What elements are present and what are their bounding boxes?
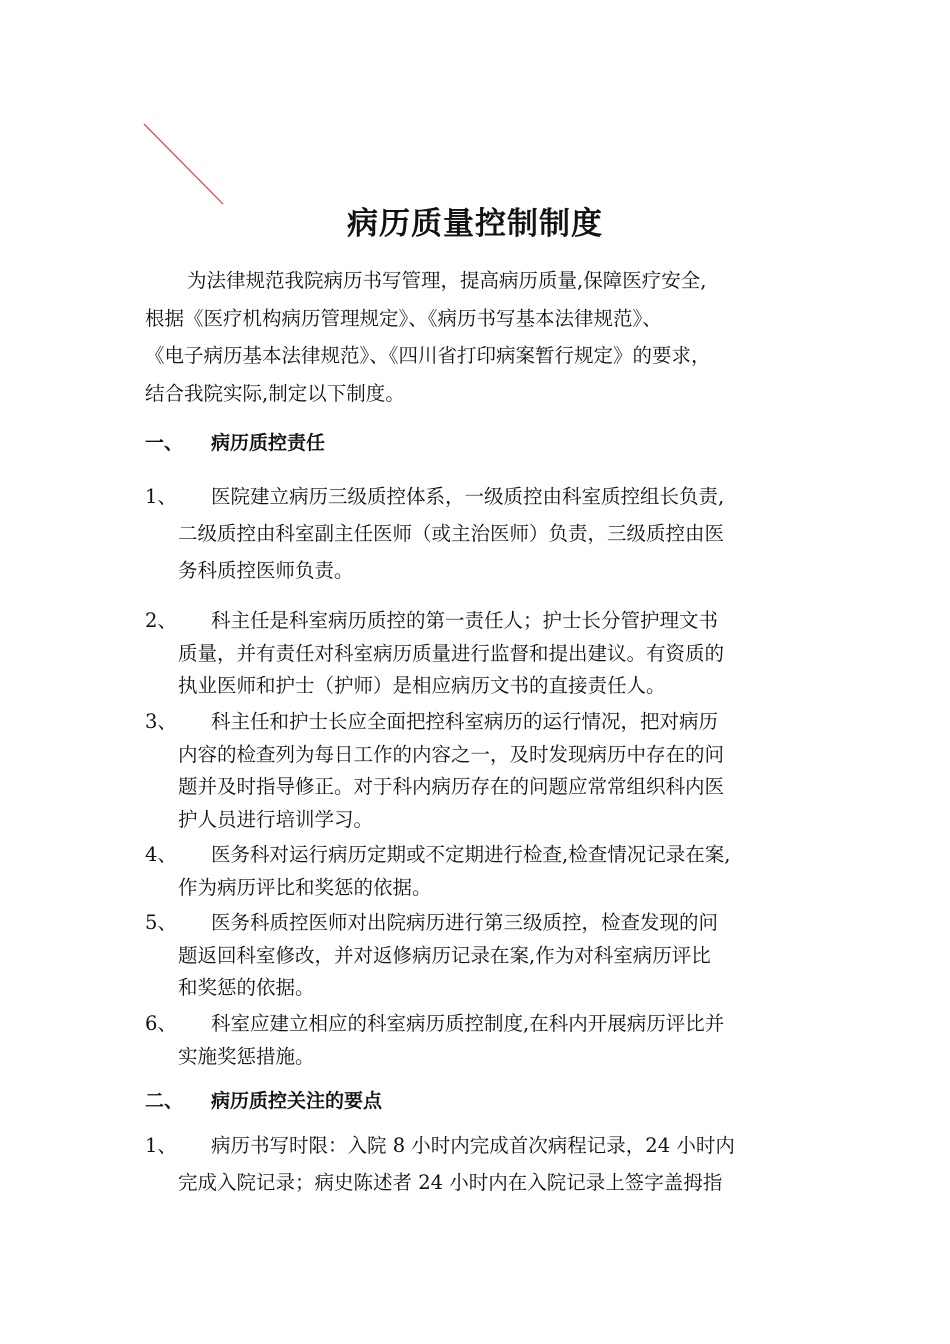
item-line: 完成入院记录；病史陈述者 24 小时内在入院记录上签字盖拇指 <box>178 1171 723 1194</box>
list-item <box>145 478 813 589</box>
list-item <box>145 706 813 836</box>
item-line: 务科质控医师负责。 <box>178 559 354 582</box>
item-line: 题返回科室修改，并对返修病历记录在案,作为对科室病历评比 <box>178 943 711 967</box>
intro-line: 《电子病历基本法律规范》、《四川省打印病案暂行规定》的要求， <box>145 344 711 367</box>
item-line: 护人员进行培训学习。 <box>178 807 374 831</box>
list-item <box>145 907 813 1005</box>
item-line: 医院建立病历三级质控体系，一级质控由科室质控组长负责, <box>211 485 725 508</box>
section-heading-responsibility <box>145 428 325 455</box>
item-number: 5、 <box>145 911 177 934</box>
section-title: 病历质控责任 <box>211 432 326 454</box>
section-title: 病历质控关注的要点 <box>211 1090 383 1112</box>
intro-line: 结合我院实际,制定以下制度。 <box>145 381 405 405</box>
item-number: 6、 <box>145 1012 177 1035</box>
list-item <box>145 1008 813 1073</box>
item-line: 医务科质控医师对出院病历进行第三级质控，检查发现的问 <box>211 911 719 934</box>
item-line: 科室应建立相应的科室病历质控制度,在科内开展病历评比并 <box>211 1012 725 1035</box>
item-line: 实施奖惩措施。 <box>178 1044 315 1068</box>
section-number: 一、 <box>145 432 184 454</box>
item-line: 科主任是科室病历质控的第一责任人；护士长分管护理文书 <box>211 609 719 632</box>
item-line: 执业医师和护士（护师）是相应病历文书的直接责任人。 <box>178 674 666 697</box>
item-line: 科主任和护士长应全面把控科室病历的运行情况，把对病历 <box>211 710 719 733</box>
intro-line: 根据《医疗机构病历管理规定》、《病历书写基本法律规范》、 <box>145 306 662 330</box>
list-item <box>145 605 813 703</box>
intro-paragraph <box>145 262 813 412</box>
section-number: 二、 <box>145 1090 184 1112</box>
item-number: 4、 <box>145 843 177 866</box>
item-line: 质量，并有责任对科室病历质量进行监督和提出建议。有资质的 <box>178 641 725 665</box>
item-line: 内容的检查列为每日工作的内容之一，及时发现病历中存在的问 <box>178 742 725 766</box>
item-line: 二级质控由科室副主任医师（或主治医师）负责，三级质控由医 <box>178 522 725 545</box>
item-number: 1、 <box>145 1134 177 1157</box>
section-heading-key-points <box>145 1086 382 1113</box>
item-number: 3、 <box>145 710 177 733</box>
item-line: 作为病历评比和奖惩的依据。 <box>178 875 432 899</box>
item-number: 2、 <box>145 609 177 632</box>
item-line: 医务科对运行病历定期或不定期进行检查,检查情况记录在案, <box>211 843 731 866</box>
corner-mark-line <box>140 120 230 210</box>
list-item <box>145 839 813 904</box>
intro-line: 为法律规范我院病历书写管理，提高病历质量,保障医疗安全, <box>187 269 707 292</box>
item-line: 题并及时指导修正。对于科内病历存在的问题应常常组织科内医 <box>178 775 725 798</box>
item-line: 和奖惩的依据。 <box>178 976 315 999</box>
item-line: 病历书写时限：入院 8 小时内完成首次病程记录，24 小时内 <box>211 1134 735 1157</box>
list-item <box>145 1127 813 1201</box>
document-title: 病历质量控制制度 <box>347 206 603 242</box>
item-number: 1、 <box>145 485 177 508</box>
